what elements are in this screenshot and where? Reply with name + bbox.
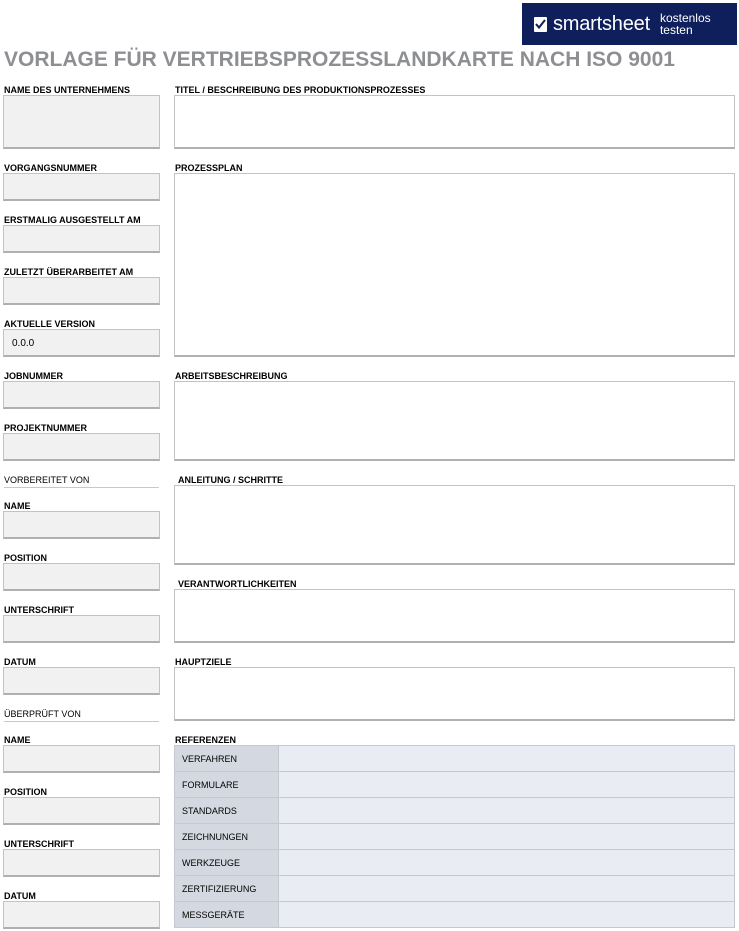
- prepared-name-label: NAME: [4, 501, 31, 511]
- prepared-name-field[interactable]: [3, 511, 160, 539]
- job-number-field[interactable]: [3, 381, 160, 409]
- prepared-position-label: POSITION: [4, 553, 48, 563]
- main-goals-label: HAUPTZIELE: [175, 657, 232, 667]
- first-issued-field[interactable]: [3, 225, 160, 253]
- trial-link[interactable]: kostenlos testen: [659, 11, 711, 37]
- reference-value-field[interactable]: [279, 772, 735, 798]
- reference-value-field[interactable]: [279, 876, 735, 902]
- work-desc-field[interactable]: [174, 381, 735, 461]
- reviewed-by-section: ÜBERPRÜFT VON: [4, 709, 159, 722]
- brand-name: smartsheet: [553, 13, 650, 35]
- responsibilities-field[interactable]: [174, 589, 735, 643]
- process-number-label: VORGANGSNUMMER: [4, 163, 98, 173]
- references-label: REFERENZEN: [175, 735, 237, 745]
- reference-key: STANDARDS: [175, 798, 279, 824]
- reviewed-position-field[interactable]: [3, 797, 160, 825]
- project-number-label: PROJEKTNUMMER: [4, 423, 88, 433]
- work-desc-label: ARBEITSBESCHREIBUNG: [175, 371, 288, 381]
- reference-value-field[interactable]: [279, 850, 735, 876]
- reference-value-field[interactable]: [279, 824, 735, 850]
- smartsheet-logo-icon: [534, 17, 547, 32]
- reference-value-field[interactable]: [279, 746, 735, 772]
- reviewed-position-label: POSITION: [4, 787, 48, 797]
- reference-row: [175, 876, 735, 902]
- current-version-field[interactable]: [3, 329, 160, 357]
- reference-key: VERFAHREN: [175, 746, 279, 772]
- reference-key: ZEICHNUNGEN: [175, 824, 279, 850]
- reviewed-date-field[interactable]: [3, 901, 160, 929]
- job-number-label: JOBNUMMER: [4, 371, 64, 381]
- reference-key: FORMULARE: [175, 772, 279, 798]
- reviewed-name-field[interactable]: [3, 745, 160, 773]
- project-number-field[interactable]: [3, 433, 160, 461]
- process-plan-label: PROZESSPLAN: [175, 163, 243, 173]
- company-field[interactable]: [3, 95, 160, 149]
- reference-row: [175, 746, 735, 772]
- smartsheet-trial-banner[interactable]: [522, 3, 737, 45]
- reference-key: WERKZEUGE: [175, 850, 279, 876]
- prepared-signature-field[interactable]: [3, 615, 160, 643]
- reviewed-signature-label: UNTERSCHRIFT: [4, 839, 74, 849]
- reference-row: [175, 772, 735, 798]
- reviewed-name-label: NAME: [4, 735, 31, 745]
- last-revised-label: ZULETZT ÜBERARBEITET AM: [4, 267, 134, 277]
- reference-key: MESSGERÄTE: [175, 902, 279, 928]
- instructions-field[interactable]: [174, 485, 735, 565]
- references-table: [174, 745, 735, 928]
- process-plan-field[interactable]: [174, 173, 735, 357]
- process-number-field[interactable]: [3, 173, 160, 201]
- page-title: VORLAGE FÜR VERTRIEBSPROZESSLANDKARTE NACH ISO 9001: [4, 48, 675, 71]
- prepared-date-field[interactable]: [3, 667, 160, 695]
- prepared-by-section: VORBEREITET VON: [4, 475, 159, 488]
- reference-row: [175, 824, 735, 850]
- reviewed-date-label: DATUM: [4, 891, 36, 901]
- reference-value-field[interactable]: [279, 902, 735, 928]
- reference-key: ZERTIFIZIERUNG: [175, 876, 279, 902]
- prepared-position-field[interactable]: [3, 563, 160, 591]
- current-version-label: AKTUELLE VERSION: [4, 319, 96, 329]
- reference-row: [175, 798, 735, 824]
- first-issued-label: ERSTMALIG AUSGESTELLT AM: [4, 215, 141, 225]
- instructions-label: ANLEITUNG / SCHRITTE: [178, 475, 283, 485]
- current-version-value: 0.0.0: [12, 338, 35, 349]
- title-desc-field[interactable]: [174, 95, 735, 149]
- responsibilities-label: VERANTWORTLICHKEITEN: [178, 579, 297, 589]
- title-desc-label: TITEL / BESCHREIBUNG DES PRODUKTIONSPROZESSES: [175, 85, 426, 95]
- main-goals-field[interactable]: [174, 667, 735, 721]
- reviewed-signature-field[interactable]: [3, 849, 160, 877]
- company-label: NAME DES UNTERNEHMENS: [4, 85, 131, 95]
- last-revised-field[interactable]: [3, 277, 160, 305]
- prepared-signature-label: UNTERSCHRIFT: [4, 605, 74, 615]
- reference-value-field[interactable]: [279, 798, 735, 824]
- reference-row: [175, 850, 735, 876]
- reference-row: [175, 902, 735, 928]
- prepared-date-label: DATUM: [4, 657, 36, 667]
